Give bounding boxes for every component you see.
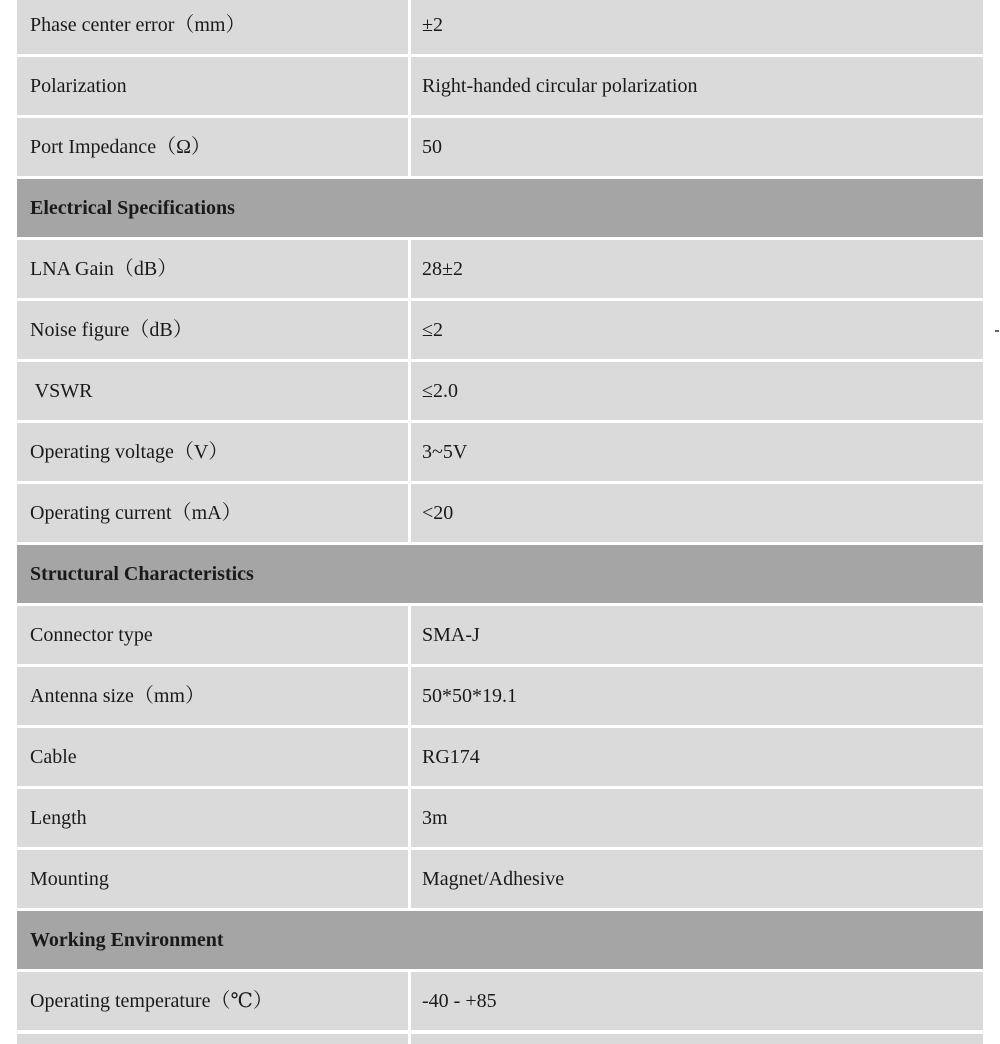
spec-label: Length bbox=[17, 789, 411, 850]
table-row bbox=[17, 118, 983, 179]
spec-label: Connector type bbox=[17, 606, 411, 667]
table-row bbox=[17, 57, 983, 118]
table-row bbox=[17, 240, 983, 301]
table-row bbox=[17, 0, 983, 57]
section-header-structural bbox=[17, 545, 983, 606]
spec-value: 50*50*19.1 bbox=[411, 667, 983, 728]
section-header-environment bbox=[17, 911, 983, 972]
section-title: Structural Characteristics bbox=[17, 545, 983, 606]
spec-label: Cable bbox=[17, 728, 411, 789]
spec-label: Mounting bbox=[17, 850, 411, 911]
spec-label: LNA Gain（dB） bbox=[17, 240, 411, 301]
spec-value: 3~5V bbox=[411, 423, 983, 484]
section-header-electrical bbox=[17, 179, 983, 240]
spec-label: Port Impedance（Ω） bbox=[17, 118, 411, 179]
table-row bbox=[17, 301, 983, 362]
spec-value: RG174 bbox=[411, 728, 983, 789]
table-row bbox=[17, 972, 983, 1033]
spec-label: Operating temperature（℃） bbox=[17, 972, 411, 1033]
table-row bbox=[17, 484, 983, 545]
spec-value: 28±2 bbox=[411, 240, 983, 301]
spec-label: Phase center error（mm） bbox=[17, 0, 411, 57]
spec-label: Operating voltage（V） bbox=[17, 423, 411, 484]
spec-value: ≤2 bbox=[411, 301, 983, 362]
table-row bbox=[17, 789, 983, 850]
table-row bbox=[17, 423, 983, 484]
spec-label: Noise figure（dB） bbox=[17, 301, 411, 362]
spec-value: ≤2.0 bbox=[411, 362, 983, 423]
spec-value: SMA-J bbox=[411, 606, 983, 667]
spec-value: Right-handed circular polarization bbox=[411, 57, 983, 118]
table-row bbox=[17, 362, 983, 423]
table-row bbox=[17, 728, 983, 789]
table-row bbox=[17, 850, 983, 911]
section-title: Working Environment bbox=[17, 911, 983, 972]
spec-label: Antenna size（mm） bbox=[17, 667, 411, 728]
spec-value-partial bbox=[411, 1034, 983, 1044]
table-row bbox=[17, 606, 983, 667]
spec-value: Magnet/Adhesive bbox=[411, 850, 983, 911]
spec-table bbox=[17, 0, 983, 1033]
section-title: Electrical Specifications bbox=[17, 179, 983, 240]
spec-value: ±2 bbox=[411, 0, 983, 57]
table-row-partial bbox=[17, 1034, 983, 1044]
spec-value: -40 - +85 bbox=[411, 972, 983, 1033]
edge-mark bbox=[995, 330, 999, 332]
spec-label-partial bbox=[17, 1034, 411, 1044]
spec-value: 50 bbox=[411, 118, 983, 179]
table-row bbox=[17, 667, 983, 728]
spec-value: <20 bbox=[411, 484, 983, 545]
spec-label: Polarization bbox=[17, 57, 411, 118]
spec-label: Operating current（mA） bbox=[17, 484, 411, 545]
spec-label: VSWR bbox=[17, 362, 411, 423]
spec-value: 3m bbox=[411, 789, 983, 850]
